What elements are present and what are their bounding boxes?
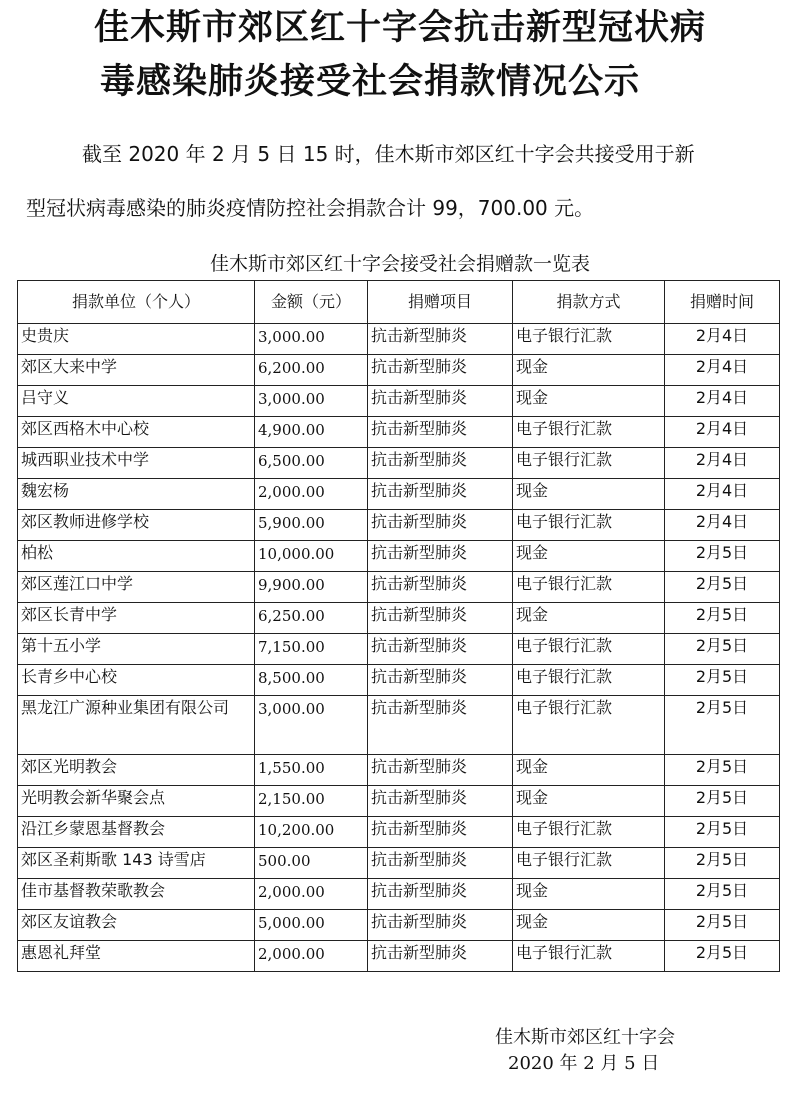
donor-cell: 黑龙江广源种业集团有限公司 bbox=[18, 696, 255, 755]
document-title-line-2: 毒感染肺炎接受社会捐款情况公示 bbox=[100, 62, 641, 102]
donor-cell: 郊区西格木中心校 bbox=[18, 417, 255, 448]
donor-cell: 城西职业技术中学 bbox=[18, 448, 255, 479]
table-row bbox=[18, 479, 780, 510]
table-row bbox=[18, 603, 780, 634]
method-cell: 电子银行汇款 bbox=[513, 417, 665, 448]
amount-cell: 8,500.00 bbox=[255, 665, 368, 696]
method-cell: 现金 bbox=[513, 355, 665, 386]
amount-cell: 6,200.00 bbox=[255, 355, 368, 386]
method-cell: 电子银行汇款 bbox=[513, 448, 665, 479]
table-row bbox=[18, 541, 780, 572]
table-row bbox=[18, 448, 780, 479]
table-row bbox=[18, 324, 780, 355]
date-cell: 2月4日 bbox=[665, 355, 780, 386]
method-cell: 电子银行汇款 bbox=[513, 510, 665, 541]
date-cell: 2月5日 bbox=[665, 603, 780, 634]
amount-cell: 9,900.00 bbox=[255, 572, 368, 603]
amount-cell: 2,150.00 bbox=[255, 786, 368, 817]
project-cell: 抗击新型肺炎 bbox=[368, 910, 513, 941]
table-row bbox=[18, 510, 780, 541]
project-cell: 抗击新型肺炎 bbox=[368, 448, 513, 479]
date-cell: 2月5日 bbox=[665, 572, 780, 603]
table-row bbox=[18, 941, 780, 972]
donor-cell: 郊区友谊教会 bbox=[18, 910, 255, 941]
header-amount: 金额（元） bbox=[255, 281, 368, 324]
table-row bbox=[18, 817, 780, 848]
header-date: 捐赠时间 bbox=[665, 281, 780, 324]
method-cell: 电子银行汇款 bbox=[513, 634, 665, 665]
header-project: 捐赠项目 bbox=[368, 281, 513, 324]
amount-cell: 3,000.00 bbox=[255, 696, 368, 755]
method-cell: 现金 bbox=[513, 755, 665, 786]
project-cell: 抗击新型肺炎 bbox=[368, 324, 513, 355]
summary-paragraph-line-2: 型冠状病毒感染的肺炎疫情防控社会捐款合计 99，700.00 元。 bbox=[26, 196, 595, 220]
project-cell: 抗击新型肺炎 bbox=[368, 665, 513, 696]
method-cell: 电子银行汇款 bbox=[513, 665, 665, 696]
method-cell: 电子银行汇款 bbox=[513, 941, 665, 972]
table-row bbox=[18, 755, 780, 786]
donor-cell: 郊区光明教会 bbox=[18, 755, 255, 786]
project-cell: 抗击新型肺炎 bbox=[368, 786, 513, 817]
header-method: 捐款方式 bbox=[513, 281, 665, 324]
method-cell: 现金 bbox=[513, 541, 665, 572]
date-cell: 2月5日 bbox=[665, 786, 780, 817]
date-cell: 2月5日 bbox=[665, 634, 780, 665]
date-cell: 2月5日 bbox=[665, 941, 780, 972]
donation-table bbox=[17, 280, 780, 972]
donor-cell: 长青乡中心校 bbox=[18, 665, 255, 696]
signature-organization: 佳木斯市郊区红十字会 bbox=[495, 1027, 675, 1048]
donor-cell: 惠恩礼拜堂 bbox=[18, 941, 255, 972]
project-cell: 抗击新型肺炎 bbox=[368, 879, 513, 910]
donor-cell: 光明教会新华聚会点 bbox=[18, 786, 255, 817]
amount-cell: 5,000.00 bbox=[255, 910, 368, 941]
table-row bbox=[18, 879, 780, 910]
donor-cell: 沿江乡蒙恩基督教会 bbox=[18, 817, 255, 848]
table-row bbox=[18, 417, 780, 448]
donor-cell: 史贵庆 bbox=[18, 324, 255, 355]
donor-cell: 郊区长青中学 bbox=[18, 603, 255, 634]
project-cell: 抗击新型肺炎 bbox=[368, 386, 513, 417]
table-caption: 佳木斯市郊区红十字会接受社会捐赠款一览表 bbox=[209, 253, 590, 275]
date-cell: 2月4日 bbox=[665, 479, 780, 510]
date-cell: 2月4日 bbox=[665, 324, 780, 355]
table-row bbox=[18, 696, 780, 755]
date-cell: 2月4日 bbox=[665, 448, 780, 479]
donor-cell: 魏宏杨 bbox=[18, 479, 255, 510]
amount-cell: 2,000.00 bbox=[255, 479, 368, 510]
donor-cell: 吕守义 bbox=[18, 386, 255, 417]
method-cell: 电子银行汇款 bbox=[513, 324, 665, 355]
date-cell: 2月4日 bbox=[665, 417, 780, 448]
method-cell: 现金 bbox=[513, 479, 665, 510]
date-cell: 2月5日 bbox=[665, 665, 780, 696]
method-cell: 电子银行汇款 bbox=[513, 817, 665, 848]
table-row bbox=[18, 665, 780, 696]
project-cell: 抗击新型肺炎 bbox=[368, 572, 513, 603]
document-title-line-1: 佳木斯市郊区红十字会抗击新型冠状病 bbox=[93, 8, 706, 48]
date-cell: 2月4日 bbox=[665, 386, 780, 417]
table-row bbox=[18, 910, 780, 941]
header-donor: 捐款单位（个人） bbox=[18, 281, 255, 324]
amount-cell: 10,000.00 bbox=[255, 541, 368, 572]
amount-cell: 3,000.00 bbox=[255, 386, 368, 417]
amount-cell: 10,200.00 bbox=[255, 817, 368, 848]
date-cell: 2月5日 bbox=[665, 755, 780, 786]
project-cell: 抗击新型肺炎 bbox=[368, 755, 513, 786]
donor-cell: 郊区教师进修学校 bbox=[18, 510, 255, 541]
date-cell: 2月5日 bbox=[665, 879, 780, 910]
donor-cell: 柏松 bbox=[18, 541, 255, 572]
table-row bbox=[18, 848, 780, 879]
table-header-row bbox=[18, 281, 780, 324]
table-row bbox=[18, 634, 780, 665]
project-cell: 抗击新型肺炎 bbox=[368, 479, 513, 510]
method-cell: 电子银行汇款 bbox=[513, 696, 665, 755]
project-cell: 抗击新型肺炎 bbox=[368, 848, 513, 879]
amount-cell: 500.00 bbox=[255, 848, 368, 879]
table-row bbox=[18, 355, 780, 386]
method-cell: 现金 bbox=[513, 386, 665, 417]
amount-cell: 4,900.00 bbox=[255, 417, 368, 448]
table-row bbox=[18, 572, 780, 603]
project-cell: 抗击新型肺炎 bbox=[368, 541, 513, 572]
amount-cell: 6,500.00 bbox=[255, 448, 368, 479]
project-cell: 抗击新型肺炎 bbox=[368, 510, 513, 541]
method-cell: 现金 bbox=[513, 603, 665, 634]
amount-cell: 3,000.00 bbox=[255, 324, 368, 355]
date-cell: 2月5日 bbox=[665, 541, 780, 572]
donor-cell: 郊区大来中学 bbox=[18, 355, 255, 386]
project-cell: 抗击新型肺炎 bbox=[368, 417, 513, 448]
amount-cell: 2,000.00 bbox=[255, 879, 368, 910]
amount-cell: 1,550.00 bbox=[255, 755, 368, 786]
table-row bbox=[18, 786, 780, 817]
donor-cell: 第十五小学 bbox=[18, 634, 255, 665]
amount-cell: 2,000.00 bbox=[255, 941, 368, 972]
amount-cell: 6,250.00 bbox=[255, 603, 368, 634]
date-cell: 2月5日 bbox=[665, 910, 780, 941]
project-cell: 抗击新型肺炎 bbox=[368, 355, 513, 386]
project-cell: 抗击新型肺炎 bbox=[368, 941, 513, 972]
project-cell: 抗击新型肺炎 bbox=[368, 696, 513, 755]
table-row bbox=[18, 386, 780, 417]
project-cell: 抗击新型肺炎 bbox=[368, 817, 513, 848]
method-cell: 现金 bbox=[513, 879, 665, 910]
project-cell: 抗击新型肺炎 bbox=[368, 603, 513, 634]
donor-cell: 郊区莲江口中学 bbox=[18, 572, 255, 603]
method-cell: 电子银行汇款 bbox=[513, 572, 665, 603]
method-cell: 现金 bbox=[513, 786, 665, 817]
date-cell: 2月5日 bbox=[665, 696, 780, 755]
signature-date: 2020 年 2 月 5 日 bbox=[508, 1053, 660, 1074]
donor-cell: 佳市基督教荣歌教会 bbox=[18, 879, 255, 910]
project-cell: 抗击新型肺炎 bbox=[368, 634, 513, 665]
date-cell: 2月5日 bbox=[665, 848, 780, 879]
amount-cell: 5,900.00 bbox=[255, 510, 368, 541]
date-cell: 2月5日 bbox=[665, 817, 780, 848]
method-cell: 电子银行汇款 bbox=[513, 848, 665, 879]
amount-cell: 7,150.00 bbox=[255, 634, 368, 665]
donor-cell: 郊区圣莉斯歌 143 诗雪店 bbox=[18, 848, 255, 879]
summary-paragraph-line-1: 截至 2020 年 2 月 5 日 15 时，佳木斯市郊区红十字会共接受用于新 bbox=[82, 142, 695, 166]
method-cell: 现金 bbox=[513, 910, 665, 941]
donation-table-body bbox=[18, 324, 780, 972]
date-cell: 2月4日 bbox=[665, 510, 780, 541]
